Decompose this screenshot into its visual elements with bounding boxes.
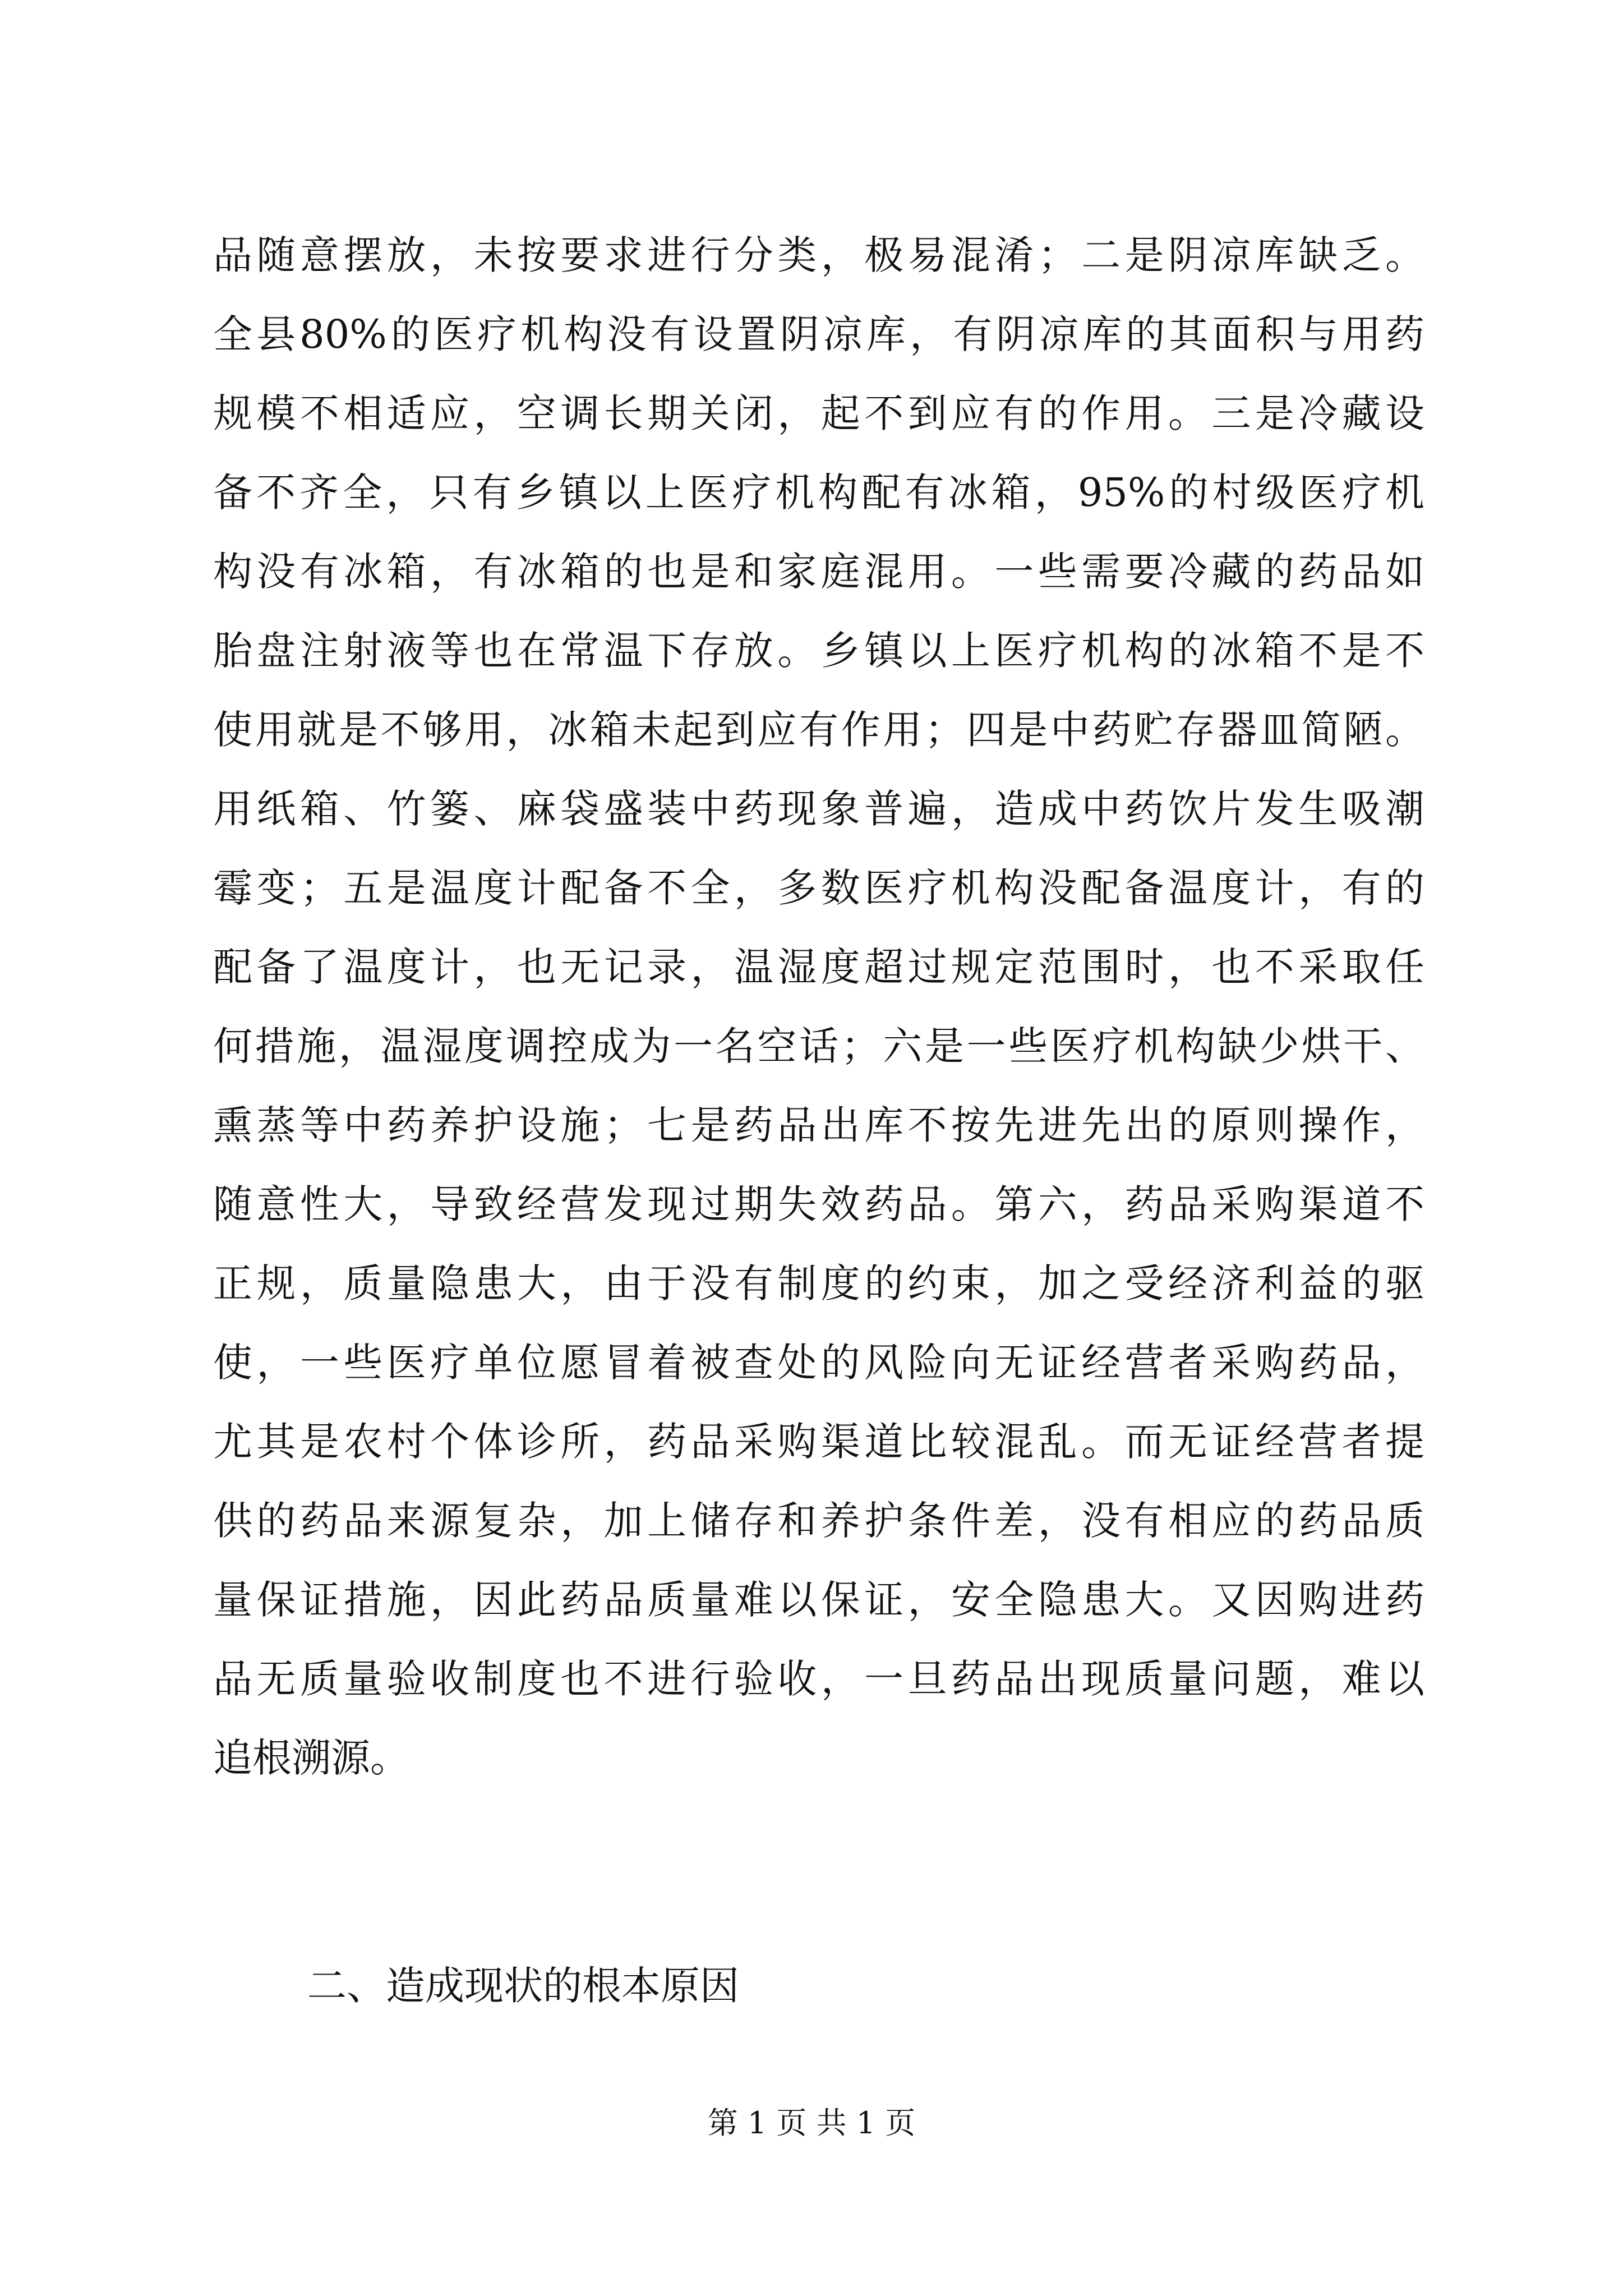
- text-line: 何措施，温湿度调控成为一名空话；六是一些医疗机构缺少烘干、: [213, 1023, 1424, 1069]
- text-line: 使，一些医疗单位愿冒着被查处的风险向无证经营者采购药品，: [213, 1340, 1424, 1386]
- text-line: 量保证措施，因此药品质量难以保证，安全隐患大。又因购进药: [213, 1577, 1424, 1623]
- text-line: 全县80%的医疗机构没有设置阴凉库，有阴凉库的其面积与用药: [213, 311, 1424, 357]
- text-line: 构没有冰箱，有冰箱的也是和家庭混用。一些需要冷藏的药品如: [213, 549, 1424, 595]
- text-line: 熏蒸等中药养护设施；七是药品出库不按先进先出的原则操作，: [213, 1102, 1424, 1148]
- text-line: 用纸箱、竹篓、麻袋盛装中药现象普遍，造成中药饮片发生吸潮: [213, 786, 1424, 832]
- text-line: 随意性大，导致经营发现过期失效药品。第六，药品采购渠道不: [213, 1181, 1424, 1227]
- text-line: 配备了温度计，也无记录，温湿度超过规定范围时，也不采取任: [213, 944, 1424, 990]
- text-line: 供的药品来源复杂，加上储存和养护条件差，没有相应的药品质: [213, 1498, 1424, 1544]
- text-line: 追根溯源。: [213, 1735, 409, 1781]
- text-line: 霉变；五是温度计配备不全，多数医疗机构没配备温度计，有的: [213, 865, 1424, 911]
- text-line: 备不齐全，只有乡镇以上医疗机构配有冰箱，95%的村级医疗机: [213, 470, 1424, 516]
- text-line: 规模不相适应，空调长期关闭，起不到应有的作用。三是冷藏设: [213, 390, 1424, 436]
- text-line: 品随意摆放，未按要求进行分类，极易混淆；二是阴凉库缺乏。: [213, 232, 1424, 278]
- text-line: 使用就是不够用，冰箱未起到应有作用；四是中药贮存器皿简陋。: [213, 707, 1424, 753]
- section-heading: 二、造成现状的根本原因: [307, 1963, 739, 2009]
- body-paragraph: [213, 216, 1424, 1798]
- text-line: 正规，质量隐患大，由于没有制度的约束，加之受经济利益的驱: [213, 1260, 1424, 1306]
- text-line: 尤其是农村个体诊所，药品采购渠道比较混乱。而无证经营者提: [213, 1419, 1424, 1465]
- text-line: 品无质量验收制度也不进行验收，一旦药品出现质量问题，难以: [213, 1656, 1424, 1702]
- text-line: 胎盘注射液等也在常温下存放。乡镇以上医疗机构的冰箱不是不: [213, 628, 1424, 674]
- page-footer: 第 1 页 共 1 页: [707, 2105, 916, 2141]
